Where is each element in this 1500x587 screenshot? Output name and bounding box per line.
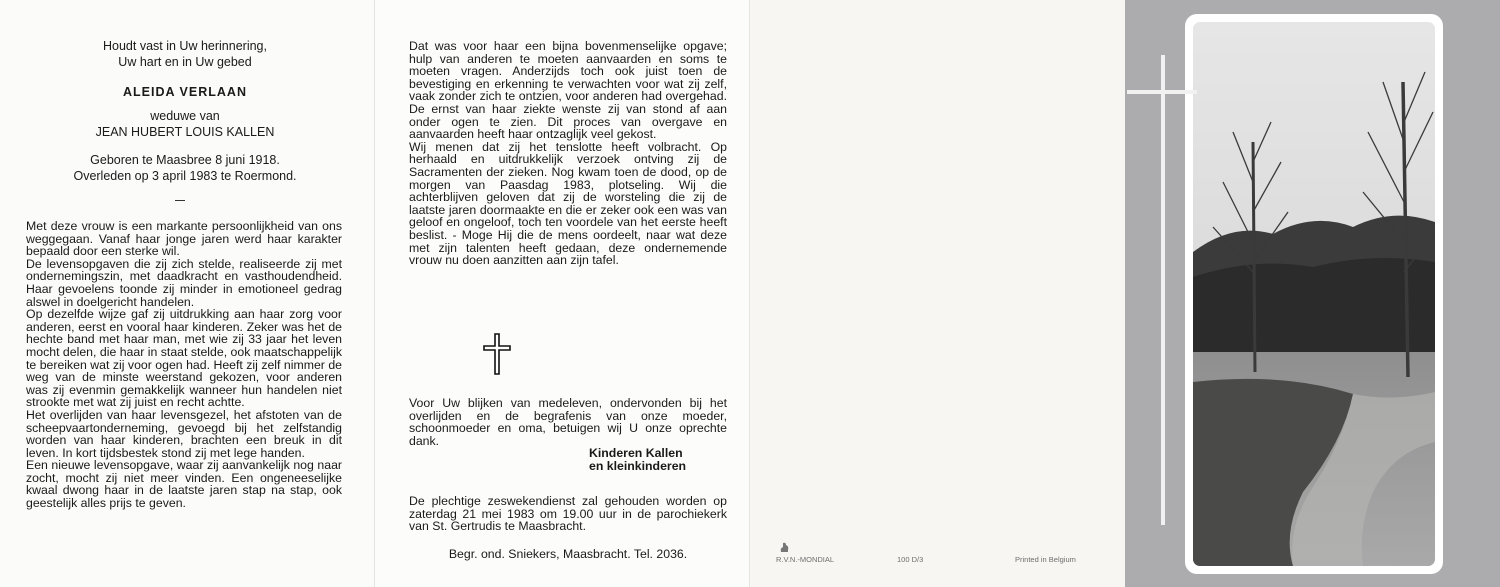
verse-line: Houdt vast in Uw herinnering, xyxy=(103,39,267,53)
separator-dash xyxy=(175,200,185,201)
card-panel-left xyxy=(0,0,375,587)
thanks-text: Voor Uw blijken van medeleven, ondervonden bij het overlijden en de begrafenis van onze moeder, schoonmoeder en oma, betuigen wij U onze oprechte dank. xyxy=(409,396,727,448)
publisher-logo-icon xyxy=(780,542,790,553)
card-panel-back xyxy=(750,0,1125,587)
card-panel-middle xyxy=(375,0,750,587)
husband-name: JEAN HUBERT LOUIS KALLEN xyxy=(95,125,275,139)
publisher-imprint: R.V.N.-MONDIAL xyxy=(776,555,835,564)
card-code: 100 D/3 xyxy=(897,555,924,564)
signer-line: Kinderen Kallen xyxy=(589,446,683,460)
landscape-photo xyxy=(1193,22,1435,566)
photo-frame xyxy=(1185,14,1443,574)
printed-in: Printed in Belgium xyxy=(1015,555,1076,564)
verse xyxy=(60,38,310,70)
signers xyxy=(589,447,725,473)
life-dates xyxy=(60,152,310,184)
paragraph: Met deze vrouw is een markante persoonlijkheid van ons weggegaan. Vanaf haar jonge jaren werd haar karakter bepaald door een sterke wil. xyxy=(26,219,342,259)
cross-horizontal xyxy=(1127,90,1197,94)
paragraph: Op dezelfde wijze gaf zij uitdrukking aan haar zorg voor anderen, eerst en vooral haar kinderen. Zeker was het de hechte band met haar man, met wie zij 33 jaar het leven mocht delen, die haar in staat stelde, ook maatschappelijk te bereiken wat zij voor ogen had. Heeft zij zelf nimmer de weg van de minste weerstand gekozen, voor anderen was zij evenmin gemakkelijk wanneer hun handelen niet strookte met wat zij juist en recht achtte. xyxy=(26,307,342,410)
birth-line: Geboren te Maasbree 8 juni 1918. xyxy=(90,153,280,167)
deceased-name: ALEIDA VERLAAN xyxy=(123,85,247,99)
flooded-park-image xyxy=(1193,22,1435,566)
cross-vertical xyxy=(1161,55,1165,525)
cross-icon xyxy=(483,333,511,375)
paragraph: Wij menen dat zij het tenslotte heeft volbracht. Op herhaald en uitdrukkelijk verzoek ontving zij de Sacramenten der zieken. Nog kwam toen de dood, op de morgen van Paasdag 1983, plotseling. Wij die achterblijven geloven dat zij de worsteling die zij de laatste jaren doormaakte en die er zeker ook een was van geloof en ongeloof, toch ten voordele van het eerste heeft beslist. - Moge Hij die de mens oordeelt, naar wat deze met zijn talenten heeft gedaan, deze ondernemende vrouw nu doen aanzitten aan zijn tafel. xyxy=(409,139,727,268)
paragraph: De levensopgaven die zij zich stelde, realiseerde zij met ondernemingszin, met daadkracht en vasthoudendheid. Haar gevoelens toonde zij minder in emotioneel gedrag alswel in doelgericht handelen. xyxy=(26,256,342,309)
death-line: Overleden op 3 april 1983 te Roermond. xyxy=(73,169,297,183)
signer-line: en kleinkinderen xyxy=(589,459,687,473)
funeral-director: Begr. ond. Sniekers, Maasbracht. Tel. 2036. xyxy=(448,547,688,561)
paragraph: Een nieuwe levensopgave, waar zij aanvankelijk nog naar zocht, mocht zij niet meer vinden. Een ongeneeselijke kwaal dwong haar in de laatste jaren stap na stap, ook geestelijk alles prijs te geven. xyxy=(26,458,342,511)
paragraph: Het overlijden van haar levensgezel, het afstoten van de scheepvaartonderneming, gevoegd bij het zelfstandig worden van haar kinderen, brachten een breuk in dit leven. In kort tijdsbestek stond zij met lege handen. xyxy=(26,407,342,460)
verse-line: Uw hart en in Uw gebed xyxy=(118,55,252,69)
card-panel-front xyxy=(1125,0,1500,587)
memorial-mass-text: De plechtige zeswekendienst zal gehouden worden op zaterdag 21 mei 1983 om 19.00 uur in de parochiekerk van St. Gertrudis te Maasbracht. xyxy=(409,494,727,534)
widow-of xyxy=(60,108,310,140)
obituary-text xyxy=(26,220,342,510)
obituary-text-continued xyxy=(409,40,727,267)
paragraph: Dat was voor haar een bijna bovenmenselijke opgave; hulp van anderen te moeten aanvaarden en soms te moeten vragen. Anderzijds toch ook juist toen de bevestiging en erkenning te verwachten voor wat zij zelf, vaak zonder zich te ontzien, voor anderen had overgehad. De ernst van haar ziekte wenste zij van stond af aan onder ogen te zien. Dit proces van overgave en aanvaarden heeft haar ontzaglijk veel gekost. xyxy=(409,39,727,142)
widow-of-label: weduwe van xyxy=(150,109,220,123)
